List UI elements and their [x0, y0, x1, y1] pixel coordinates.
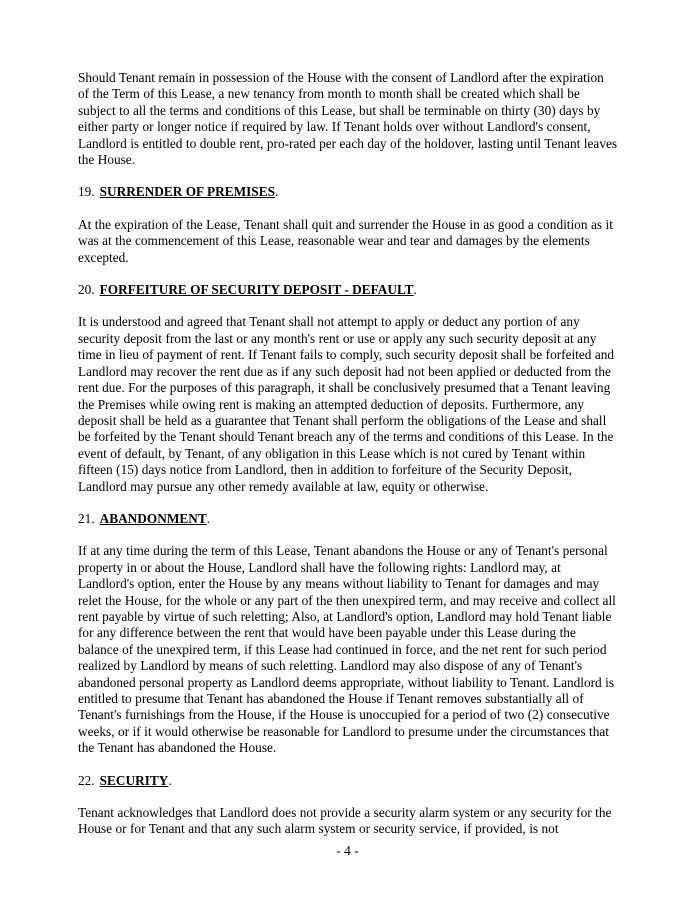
heading-22-security [78, 773, 618, 789]
heading-number: 21. [78, 510, 95, 526]
heading-title: FORFEITURE OF SECURITY DEPOSIT - DEFAULT [99, 282, 414, 298]
heading-20-forfeiture-of-security-deposit-default [78, 282, 618, 298]
heading-21-abandonment [78, 511, 618, 527]
paragraph-forfeiture-of-security-deposit: It is understood and agreed that Tenant shall not attempt to apply or deduct any portion of any security deposit from the last or any month's rent or use or apply any such security deposit at any time in lieu of payment of rent. If Tenant fails to comply, such security deposit shall be forfeited and Landlord may recover the rent due as if any such deposit had not been applied or deducted from the rent due. For the purposes of this paragraph, it shall be conclusively presumed that a Tenant leaving the Premises while owing rent is making an attempted deduction of deposits. Furthermore, any deposit shall be held as a guarantee that Tenant shall perform the obligations of the Lease and shall be forfeited by the Tenant should Tenant breach any of the terms and conditions of this Lease. In the event of default, by Tenant, of any obligation in this Lease which is not cured by Tenant within fifteen (15) days notice from Landlord, then in addition to forfeiture of the Security Deposit, Landlord may pursue any other remedy available at law, equity or otherwise. [78, 314, 615, 494]
heading-terminator: . [413, 282, 417, 298]
heading-number: 19. [78, 184, 95, 200]
heading-terminator: . [168, 772, 172, 788]
heading-terminator: . [206, 510, 211, 526]
document-body [78, 70, 618, 838]
paragraph-security: Tenant acknowledges that Landlord does not provide a security alarm system or any security for the House or for Tenant and that any such alarm system or security service, if provided, is not [78, 805, 612, 837]
heading-number: 20. [78, 282, 95, 298]
paragraph-holdover: Should Tenant remain in possession of the House with the consent of Landlord after the expiration of the Term of this Lease, a new tenancy from month to month shall be created which shall be subject to all the terms and conditions of this Lease, but shall be terminable on thirty (30) days by either party or longer notice if required by law. If Tenant holds over without Landlord's consent, Landlord is entitled to double rent, pro-rated per each day of the holdover, lasting until Tenant leaves the House. [78, 70, 618, 168]
paragraph-surrender-of-premises: At the expiration of the Lease, Tenant shall quit and surrender the House in as good a condition as it was at the commencement of this Lease, reasonable wear and tear and damages by the elements excepted. [78, 216, 613, 265]
heading-number: 22. [78, 772, 95, 788]
page-number-label: - 4 - [336, 843, 359, 858]
heading-19-surrender-of-premises [78, 184, 618, 200]
heading-title: ABANDONMENT [99, 510, 207, 526]
page-footer [0, 843, 695, 859]
paragraph-abandonment: If at any time during the term of this Lease, Tenant abandons the House or any of Tenant's personal property in or about the House, Landlord shall have the following rights: Landlord may, at Landlord's option, enter the House by any means without liability to Tenant for damages and may relet the House, for the whole or any part of the then unexpired term, and may receive and collect all rent payable by virtue of such reletting; Also, at Landlord's option, Landlord may hold Tenant liable for any difference between the rent that would have been payable under this Lease during the balance of the unexpired term, if this Lease had continued in force, and the net rent for such period realized by Landlord by means of such reletting. Landlord may also dispose of any of Tenant's abandoned personal property as Landlord deems appropriate, without liability to Tenant. Landlord is entitled to presume that Tenant has abandoned the House if Tenant removes substantially all of Tenant's furnishings from the House, if the House is unoccupied for a period of two (2) consecutive weeks, or if it would otherwise be reasonable for Landlord to presume under the circumstances that the Tenant has abandoned the House. [78, 543, 616, 756]
heading-terminator: . [274, 184, 279, 200]
heading-title: SECURITY [99, 772, 169, 788]
heading-title: SURRENDER OF PREMISES [99, 184, 275, 200]
